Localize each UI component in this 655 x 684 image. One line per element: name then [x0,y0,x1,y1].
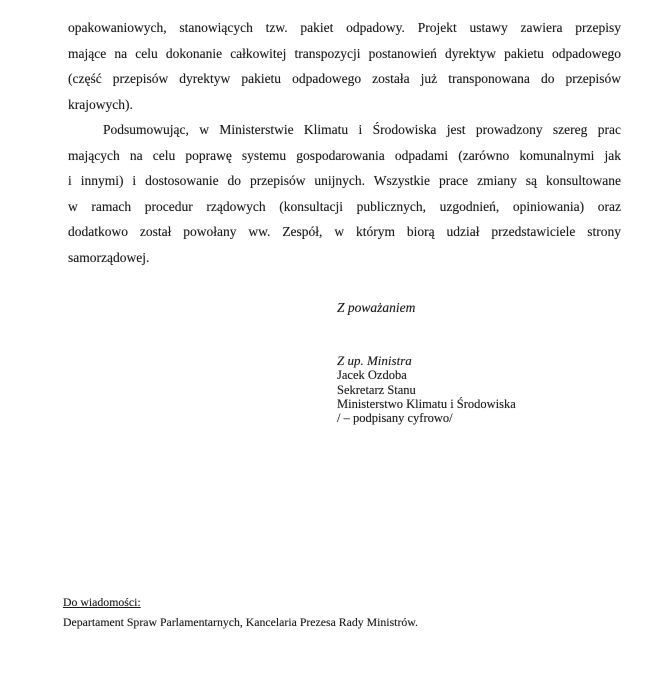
paragraph-summary [68,117,621,270]
signature-digital-note: / – podpisany cyfrowo/ [337,411,453,426]
text-line: krajowych). [68,96,133,112]
text-line: i innymi) i dostosowanie do przepisów unijnych. Wszystkie prace zmiany są konsultowane [68,173,621,188]
text-line: w ramach procedur rządowych (konsultacji publicznych, uzgodnień, opiniowania) oraz [68,198,621,214]
text-line: samorządowej. [68,249,150,265]
cc-footer [63,592,418,632]
signature-name: Jacek Ozdoba [337,368,407,383]
cc-label: Do wiadomości: [63,595,141,609]
text-line: mające na celu dokonanie całkowitej transpozycji postanowień dyrektyw pakietu odpadowego [68,45,621,61]
letter-body [68,15,621,270]
valediction: Z poważaniem [337,300,416,315]
signature-title: Sekretarz Stanu [337,382,416,397]
text-line: opakowaniowych, stanowiących tzw. pakiet odpadowy. Projekt ustawy zawiera przepisy [68,20,621,35]
text-line: dodatkowo został powołany ww. Zespół, w którym biorą udział przedstawiciele strony [68,224,621,239]
text-line: (część przepisów dyrektyw pakietu odpadowego została już transponowana do przepisów [68,71,621,86]
signature-block [337,354,516,425]
cc-recipients: Departament Spraw Parlamentarnych, Kancelaria Prezesa Rady Ministrów. [63,615,418,629]
signature-organization: Ministerstwo Klimatu i Środowiska [337,396,516,411]
paragraph-waste-package [68,15,621,117]
text-line: Podsumowując, w Ministerstwie Klimatu i Środowiska jest prowadzony szereg prac [103,122,621,137]
text-line: mających na celu poprawę systemu gospodarowania odpadami (zarówno komunalnymi jak [68,147,621,163]
signature-authority: Z up. Ministra [337,353,412,368]
